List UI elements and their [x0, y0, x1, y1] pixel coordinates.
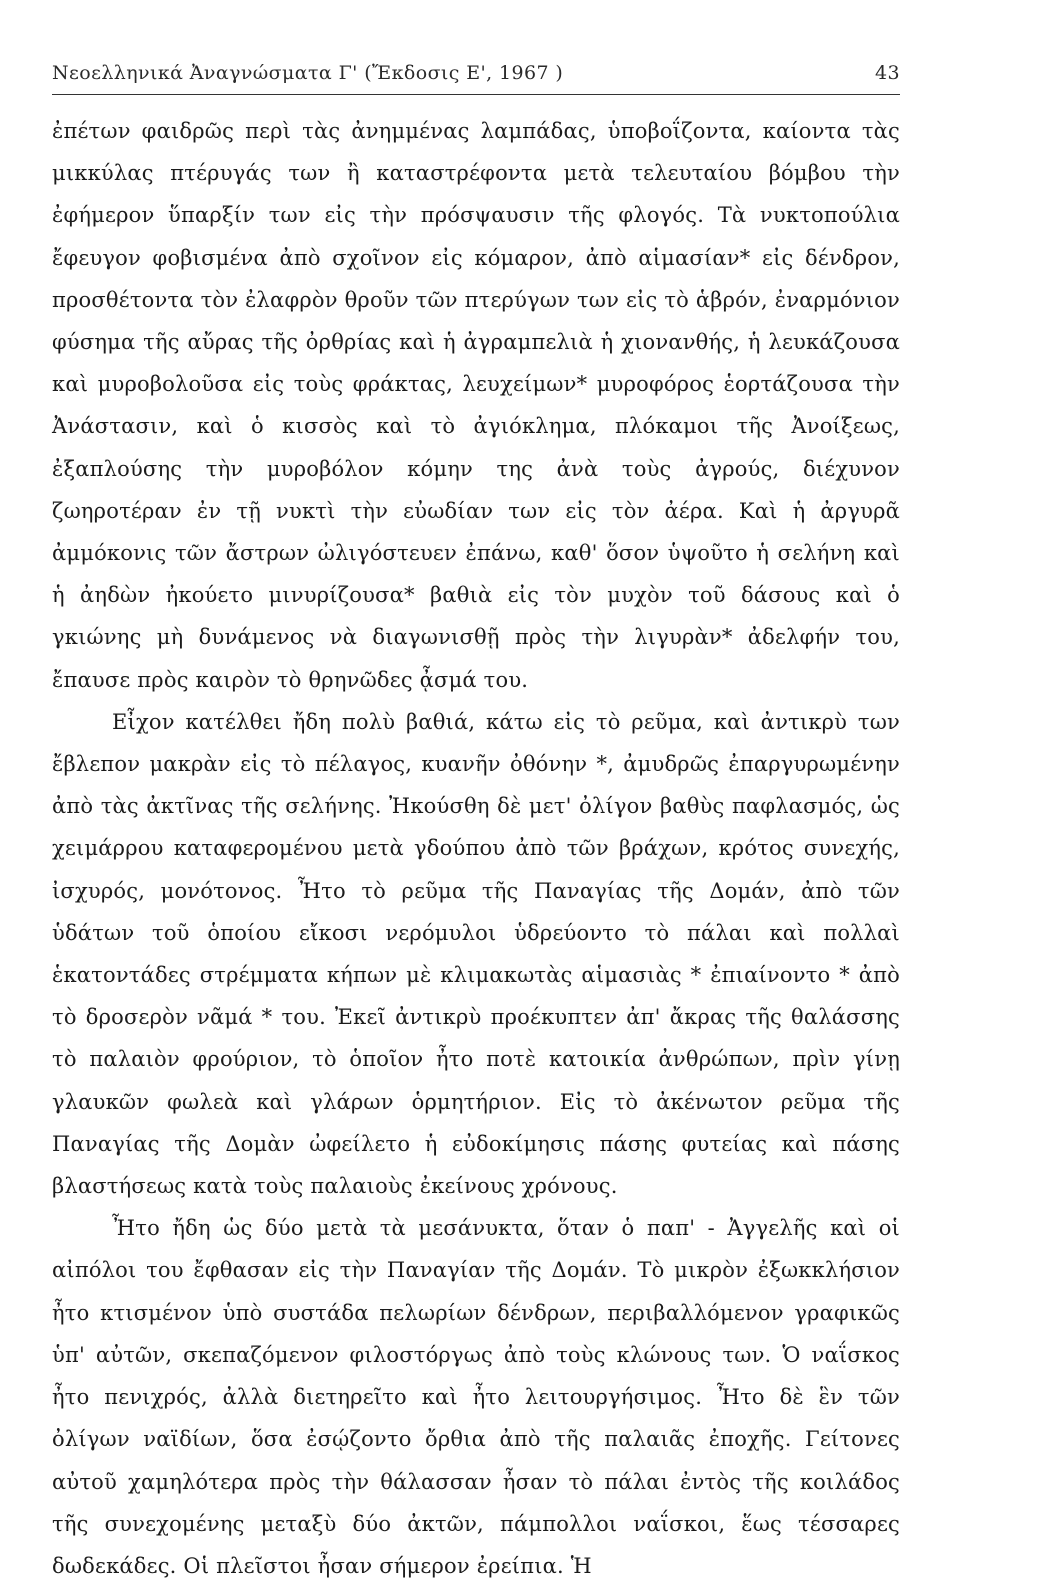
paragraph-1: ἐπέτων φαιδρῶς περὶ τὰς ἀνημμένας λαμπάδας, ὑποβοΐζοντα, καίοντα τὰς μικκύλας πτέρυγάς των ἢ καταστρέφοντα μετὰ τελευταίου βόμβου τὴν ἐφήμερον ὕπαρξίν των εἰς τὴν πρόσψαυσιν τῆς φλογός. Τὰ νυκτοπούλια ἔφευγον φοβισμένα ἀπὸ σχοῖνον εἰς κόμαρον, ἀπὸ αἱμασίαν* εἰς δένδρον, προσθέτοντα τὸν ἐλαφρὸν θροῦν τῶν πτερύγων των εἰς τὸ ἁβρόν, ἐναρμόνιον φύσημα τῆς αὔρας τῆς ὀρθρίας καὶ ἡ ἀγραμπελιὰ ἡ χιονανθής, ἡ λευκάζουσα καὶ μυροβολοῦσα εἰς τοὺς φράκτας, λευχείμων* μυροφόρος ἑορτάζουσα τὴν Ἀνάστασιν, καὶ ὁ κισσὸς καὶ τὸ ἀγιόκλημα, πλόκαμοι τῆς Ἀνοίξεως, ἐξαπλούσης τὴν μυροβόλον κόμην της ἀνὰ τοὺς ἀγρούς, διέχυνον ζωηροτέραν ἐν τῇ νυκτὶ τὴν εὐωδίαν των εἰς τὸν ἀέρα. Καὶ ἡ ἀργυρᾶ ἀμμόκονις τῶν ἄστρων ὠλιγόστευεν ἐπάνω, καθ' ὅσον ὑψοῦτο ἡ σελήνη καὶ ἡ ἀηδὼν ἠκούετο μινυρίζουσα* βαθιὰ εἰς τὸν μυχὸν τοῦ δάσους καὶ ὁ γκιώνης μὴ δυνάμενος νὰ διαγωνισθῇ πρὸς τὴν λιγυρὰν* ἀδελφήν του, ἔπαυσε πρὸς καιρὸν τὸ θρηνῶδες ᾆσμά του.: [52, 119, 900, 692]
paragraph-2: Εἶχον κατέλθει ἤδη πολὺ βαθιά, κάτω εἰς τὸ ρεῦμα, καὶ ἀντικρὺ των ἔβλεπον μακρὰν εἰς τὸ πέλαγος, κυανῆν ὀθόνην *, ἀμυδρῶς ἐπαργυρωμένην ἀπὸ τὰς ἀκτῖνας τῆς σελήνης. Ἠκούσθη δὲ μετ' ὀλίγον βαθὺς παφλασμός, ὡς χειμάρρου καταφερομένου μετὰ γδούπου ἀπὸ τῶν βράχων, κρότος συνεχής, ἰσχυρός, μονότονος. Ἦτο τὸ ρεῦμα τῆς Παναγίας τῆς Δομάν, ἀπὸ τῶν ὑδάτων τοῦ ὁποίου εἴκοσι νερόμυλοι ὑδρεύοντο τὸ πάλαι καὶ πολλαὶ ἑκατοντάδες στρέμματα κήπων μὲ κλιμακωτὰς αἱμασιὰς * ἐπιαίνοντο * ἀπὸ τὸ δροσερὸν νᾶμά * του. Ἐκεῖ ἀντικρὺ προέκυπτεν ἀπ' ἄκρας τῆς θαλάσσης τὸ παλαιὸν φρούριον, τὸ ὁποῖον ἦτο ποτὲ κατοικία ἀνθρώπων, πρὶν γίνῃ γλαυκῶν φωλεὰ καὶ γλάρων ὁρμητήριον. Εἰς τὸ ἀκένωτον ρεῦμα τῆς Παναγίας τῆς Δομὰν ὠφείλετο ἡ εὐδοκίμησις πάσης φυτείας καὶ πάσης βλαστήσεως κατὰ τοὺς παλαιοὺς ἐκείνους χρόνους.: [52, 709, 900, 1199]
header-title: Νεοελληνικά Ἀναγνώσματα Γ' (Ἔκδοσις Ε', 1967 ): [52, 62, 564, 84]
running-header: [52, 62, 900, 92]
paragraph-3: Ἦτο ἤδη ὡς δύο μετὰ τὰ μεσάνυκτα, ὅταν ὁ παπ' - Ἀγγελῆς καὶ οἱ αἰπόλοι του ἔφθασαν εἰς τὴν Παναγίαν τῆς Δομάν. Τὸ μικρὸν ἐξωκκλήσιον ἦτο κτισμένον ὑπὸ συστάδα πελωρίων δένδρων, περιβαλλόμενον γραφικῶς ὑπ' αὐτῶν, σκεπαζόμενον φιλοστόργως ἀπὸ τοὺς κλώνους των. Ὁ ναΐσκος ἦτο πενιχρός, ἀλλὰ διετηρεῖτο καὶ ἦτο λειτουργήσιμος. Ἦτο δὲ ἓν τῶν ὀλίγων ναϊδίων, ὅσα ἐσῴζοντο ὄρθια ἀπὸ τῆς παλαιᾶς ἐποχῆς. Γείτονες αὐτοῦ χαμηλότερα πρὸς τὴν θάλασσαν ἦσαν τὸ πάλαι ἐντὸς τῆς κοιλάδος τῆς συνεχομένης μεταξὺ δύο ἀκτῶν, πάμπολλοι ναΐσκοι, ἕως τέσσαρες δωδεκάδες. Οἱ πλεῖστοι ἦσαν σήμερον ἐρείπια. Ἡ: [52, 1216, 900, 1578]
header-rule: [52, 94, 900, 95]
page-number: 43: [875, 62, 900, 84]
body-text: [52, 110, 900, 1587]
